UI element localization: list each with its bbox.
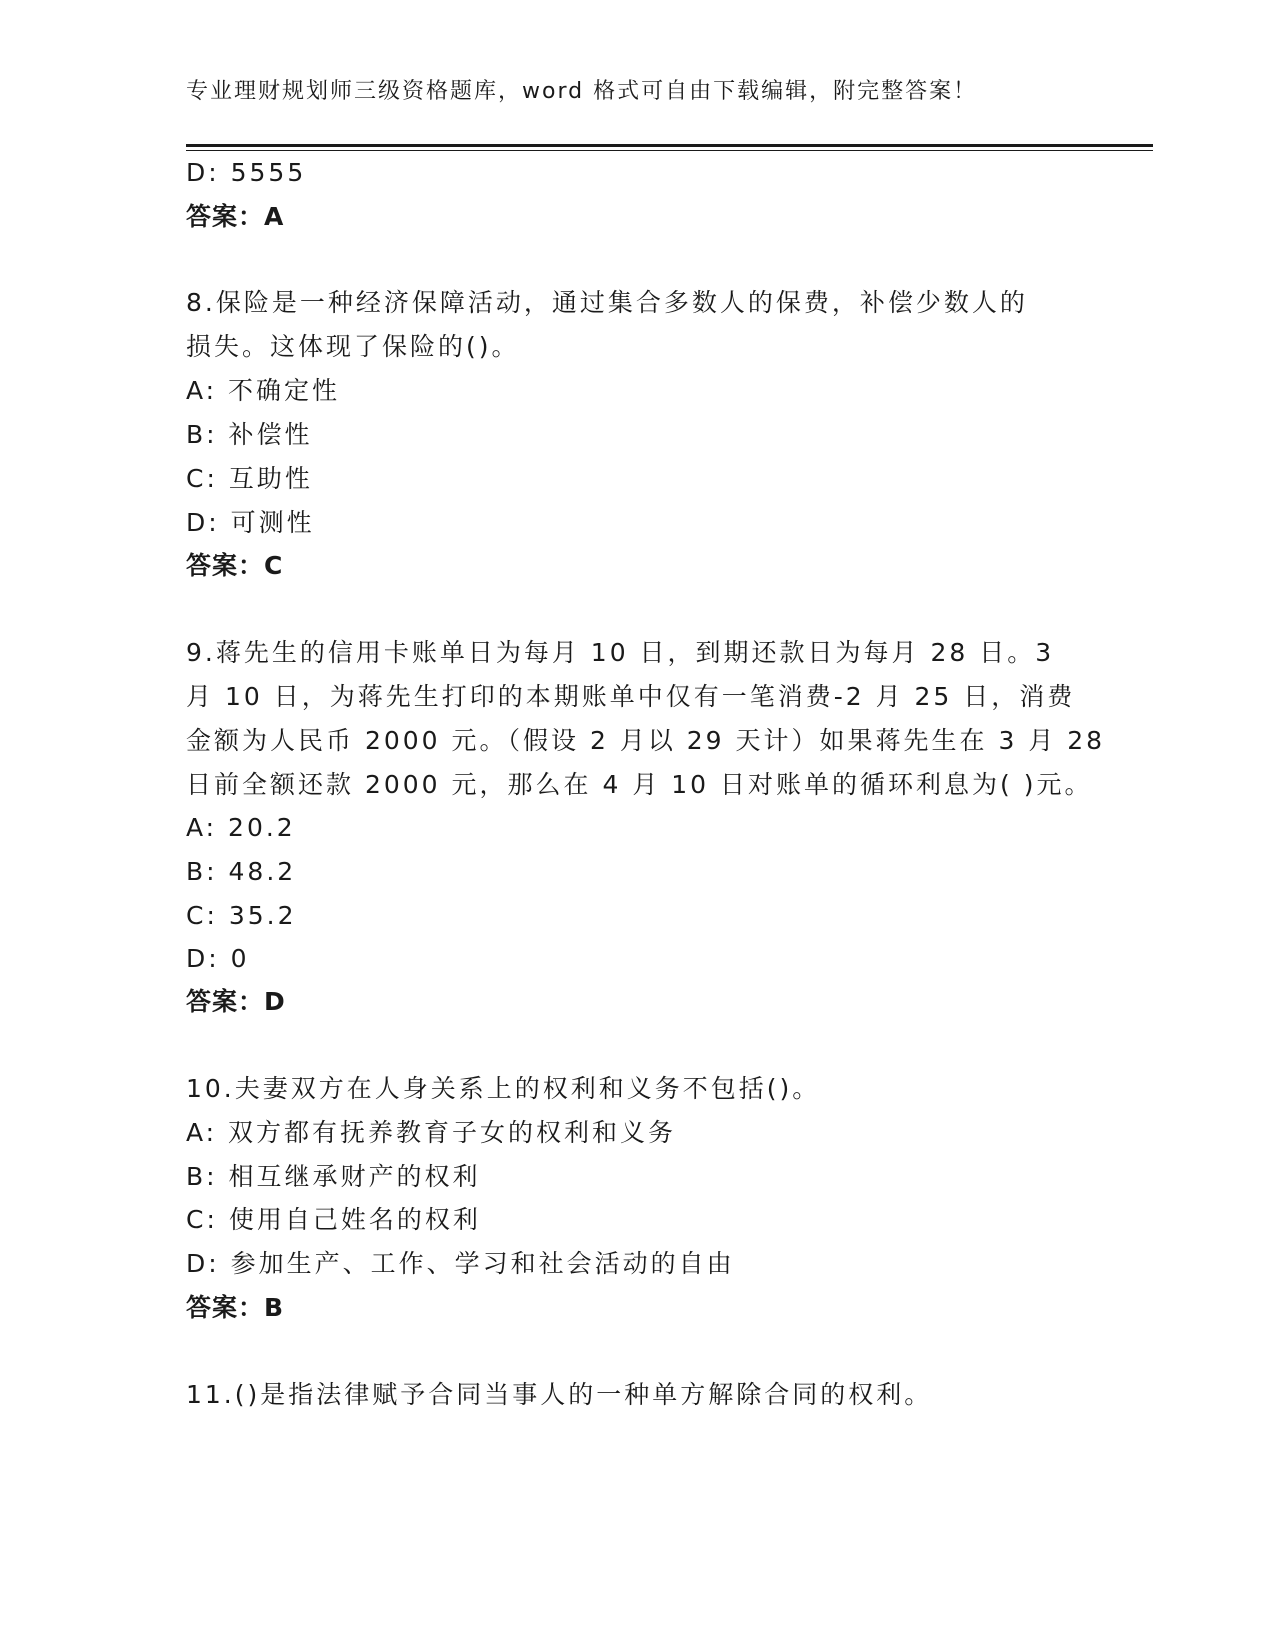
q9-option-a: A: 20.2 <box>186 813 296 842</box>
q8-option-c: C: 互助性 <box>186 464 313 493</box>
q9-answer: 答案：D <box>186 987 286 1016</box>
q9-stem-line4: 日前全额还款 2000 元，那么在 4 月 10 日对账单的循环利息为( )元。 <box>186 770 1093 799</box>
q8-option-d: D: 可测性 <box>186 508 315 537</box>
q8-answer: 答案：C <box>186 551 284 580</box>
q10-option-c: C: 使用自己姓名的权利 <box>186 1205 481 1234</box>
q9-stem-line1: 9.蒋先生的信用卡账单日为每月 10 日，到期还款日为每月 28 日。3 <box>186 638 1055 667</box>
header-rule-thin <box>186 150 1153 151</box>
q9-option-d: D: 0 <box>186 944 250 973</box>
q9-stem-line2: 月 10 日，为蒋先生打印的本期账单中仅有一笔消费-2 月 25 日，消费 <box>186 682 1076 711</box>
q7-option-d: D: 5555 <box>186 158 307 187</box>
q9-option-c: C: 35.2 <box>186 901 297 930</box>
q11-stem-line1: 11.()是指法律赋予合同当事人的一种单方解除合同的权利。 <box>186 1380 933 1409</box>
q8-option-b: B: 补偿性 <box>186 420 313 449</box>
q8-stem-line2: 损失。这体现了保险的()。 <box>186 332 520 361</box>
page-header-title: 专业理财规划师三级资格题库，word 格式可自由下载编辑，附完整答案！ <box>186 79 978 104</box>
q8-stem-line1: 8.保险是一种经济保障活动，通过集合多数人的保费，补偿少数人的 <box>186 288 1028 317</box>
q10-option-b: B: 相互继承财产的权利 <box>186 1162 481 1191</box>
q10-stem-line1: 10.夫妻双方在人身关系上的权利和义务不包括()。 <box>186 1074 821 1103</box>
q10-option-d: D: 参加生产、工作、学习和社会活动的自由 <box>186 1249 735 1278</box>
header-rule-thick <box>186 144 1153 147</box>
q7-answer: 答案：A <box>186 202 285 231</box>
q8-option-a: A: 不确定性 <box>186 376 341 405</box>
q10-option-a: A: 双方都有抚养教育子女的权利和义务 <box>186 1118 677 1147</box>
q10-answer: 答案：B <box>186 1293 285 1322</box>
q9-stem-line3: 金额为人民币 2000 元。（假设 2 月以 29 天计）如果蒋先生在 3 月 28 <box>186 726 1106 755</box>
q9-option-b: B: 48.2 <box>186 857 297 886</box>
